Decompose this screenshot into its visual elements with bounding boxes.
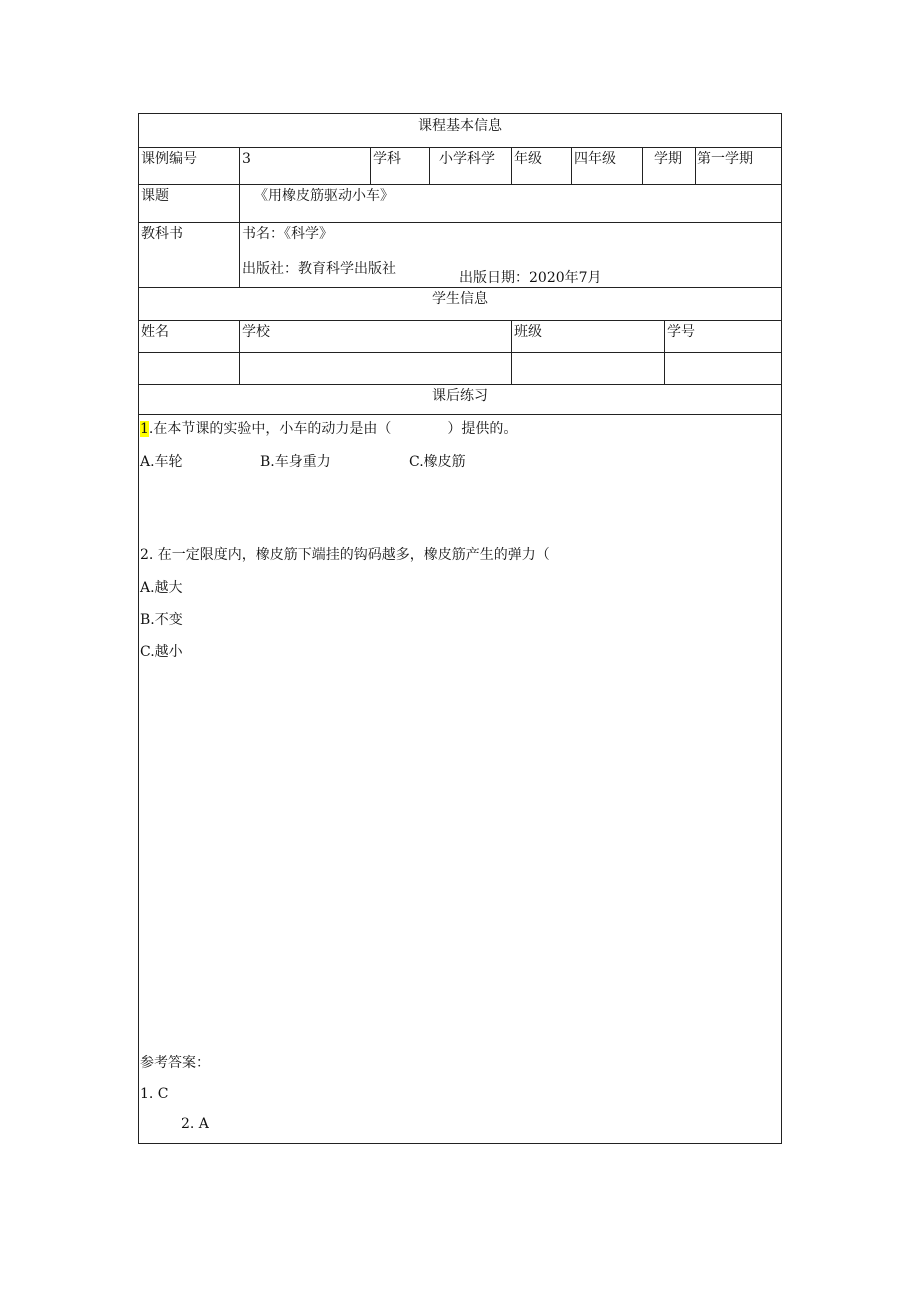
student-info-title: 学生信息 xyxy=(432,291,488,307)
q2-option-a: A.越大 xyxy=(140,580,183,596)
term-value: 第一学期 xyxy=(697,151,753,167)
rule xyxy=(139,184,781,185)
rule xyxy=(239,147,240,184)
exercises-title: 课后练习 xyxy=(432,388,488,404)
rule xyxy=(695,147,696,184)
book-name: 书名：《科学》 xyxy=(242,226,333,242)
question-1-number: 1 xyxy=(140,421,149,437)
student-id-label: 学号 xyxy=(667,324,695,340)
rule xyxy=(139,222,781,223)
rule xyxy=(664,320,665,384)
textbook-label: 教科书 xyxy=(141,226,183,242)
question-1 xyxy=(140,420,517,438)
rule xyxy=(642,147,643,184)
answer-2: 2. A xyxy=(181,1116,209,1132)
course-info-title: 课程基本信息 xyxy=(418,118,502,134)
name-label: 姓名 xyxy=(141,324,169,340)
rule xyxy=(139,147,781,148)
rule xyxy=(511,320,512,384)
q1-option-a: A.车轮 xyxy=(140,454,183,470)
q1-option-b: B.车身重力 xyxy=(260,454,331,470)
answer-1: 1. C xyxy=(140,1086,169,1102)
rule xyxy=(429,147,430,184)
rule xyxy=(239,320,240,384)
rule xyxy=(139,414,781,415)
rule xyxy=(239,184,240,287)
subject-value: 小学科学 xyxy=(439,151,495,167)
rule xyxy=(139,287,781,288)
class-label: 班级 xyxy=(514,324,542,340)
publish-date: 出版日期：2020年7月 xyxy=(459,270,602,286)
subject-label: 学科 xyxy=(373,151,401,167)
question-1-text: .在本节课的实验中，小车的动力是由（ ）提供的。 xyxy=(148,421,518,437)
grade-label: 年级 xyxy=(514,151,542,167)
q2-option-b: B.不变 xyxy=(140,612,183,628)
rule xyxy=(511,147,512,184)
rule xyxy=(370,147,371,184)
case-no-label: 课例编号 xyxy=(141,151,197,167)
rule xyxy=(139,320,781,321)
rule xyxy=(571,147,572,184)
case-no-value: 3 xyxy=(242,151,251,167)
rule xyxy=(139,384,781,385)
publisher: 出版社：教育科学出版社 xyxy=(242,261,396,277)
school-label: 学校 xyxy=(242,324,270,340)
lesson-sheet xyxy=(138,113,782,1144)
answer-title: 参考答案： xyxy=(140,1055,210,1071)
topic-value: 《用橡皮筋驱动小车》 xyxy=(254,188,394,204)
topic-label: 课题 xyxy=(141,188,169,204)
question-2: 2. 在一定限度内，橡皮筋下端挂的钩码越多，橡皮筋产生的弹力（ xyxy=(140,547,550,563)
grade-value: 四年级 xyxy=(574,151,616,167)
q1-option-c: C.橡皮筋 xyxy=(409,454,466,470)
rule xyxy=(139,352,781,353)
term-label: 学期 xyxy=(654,151,682,167)
q2-option-c: C.越小 xyxy=(140,644,183,660)
